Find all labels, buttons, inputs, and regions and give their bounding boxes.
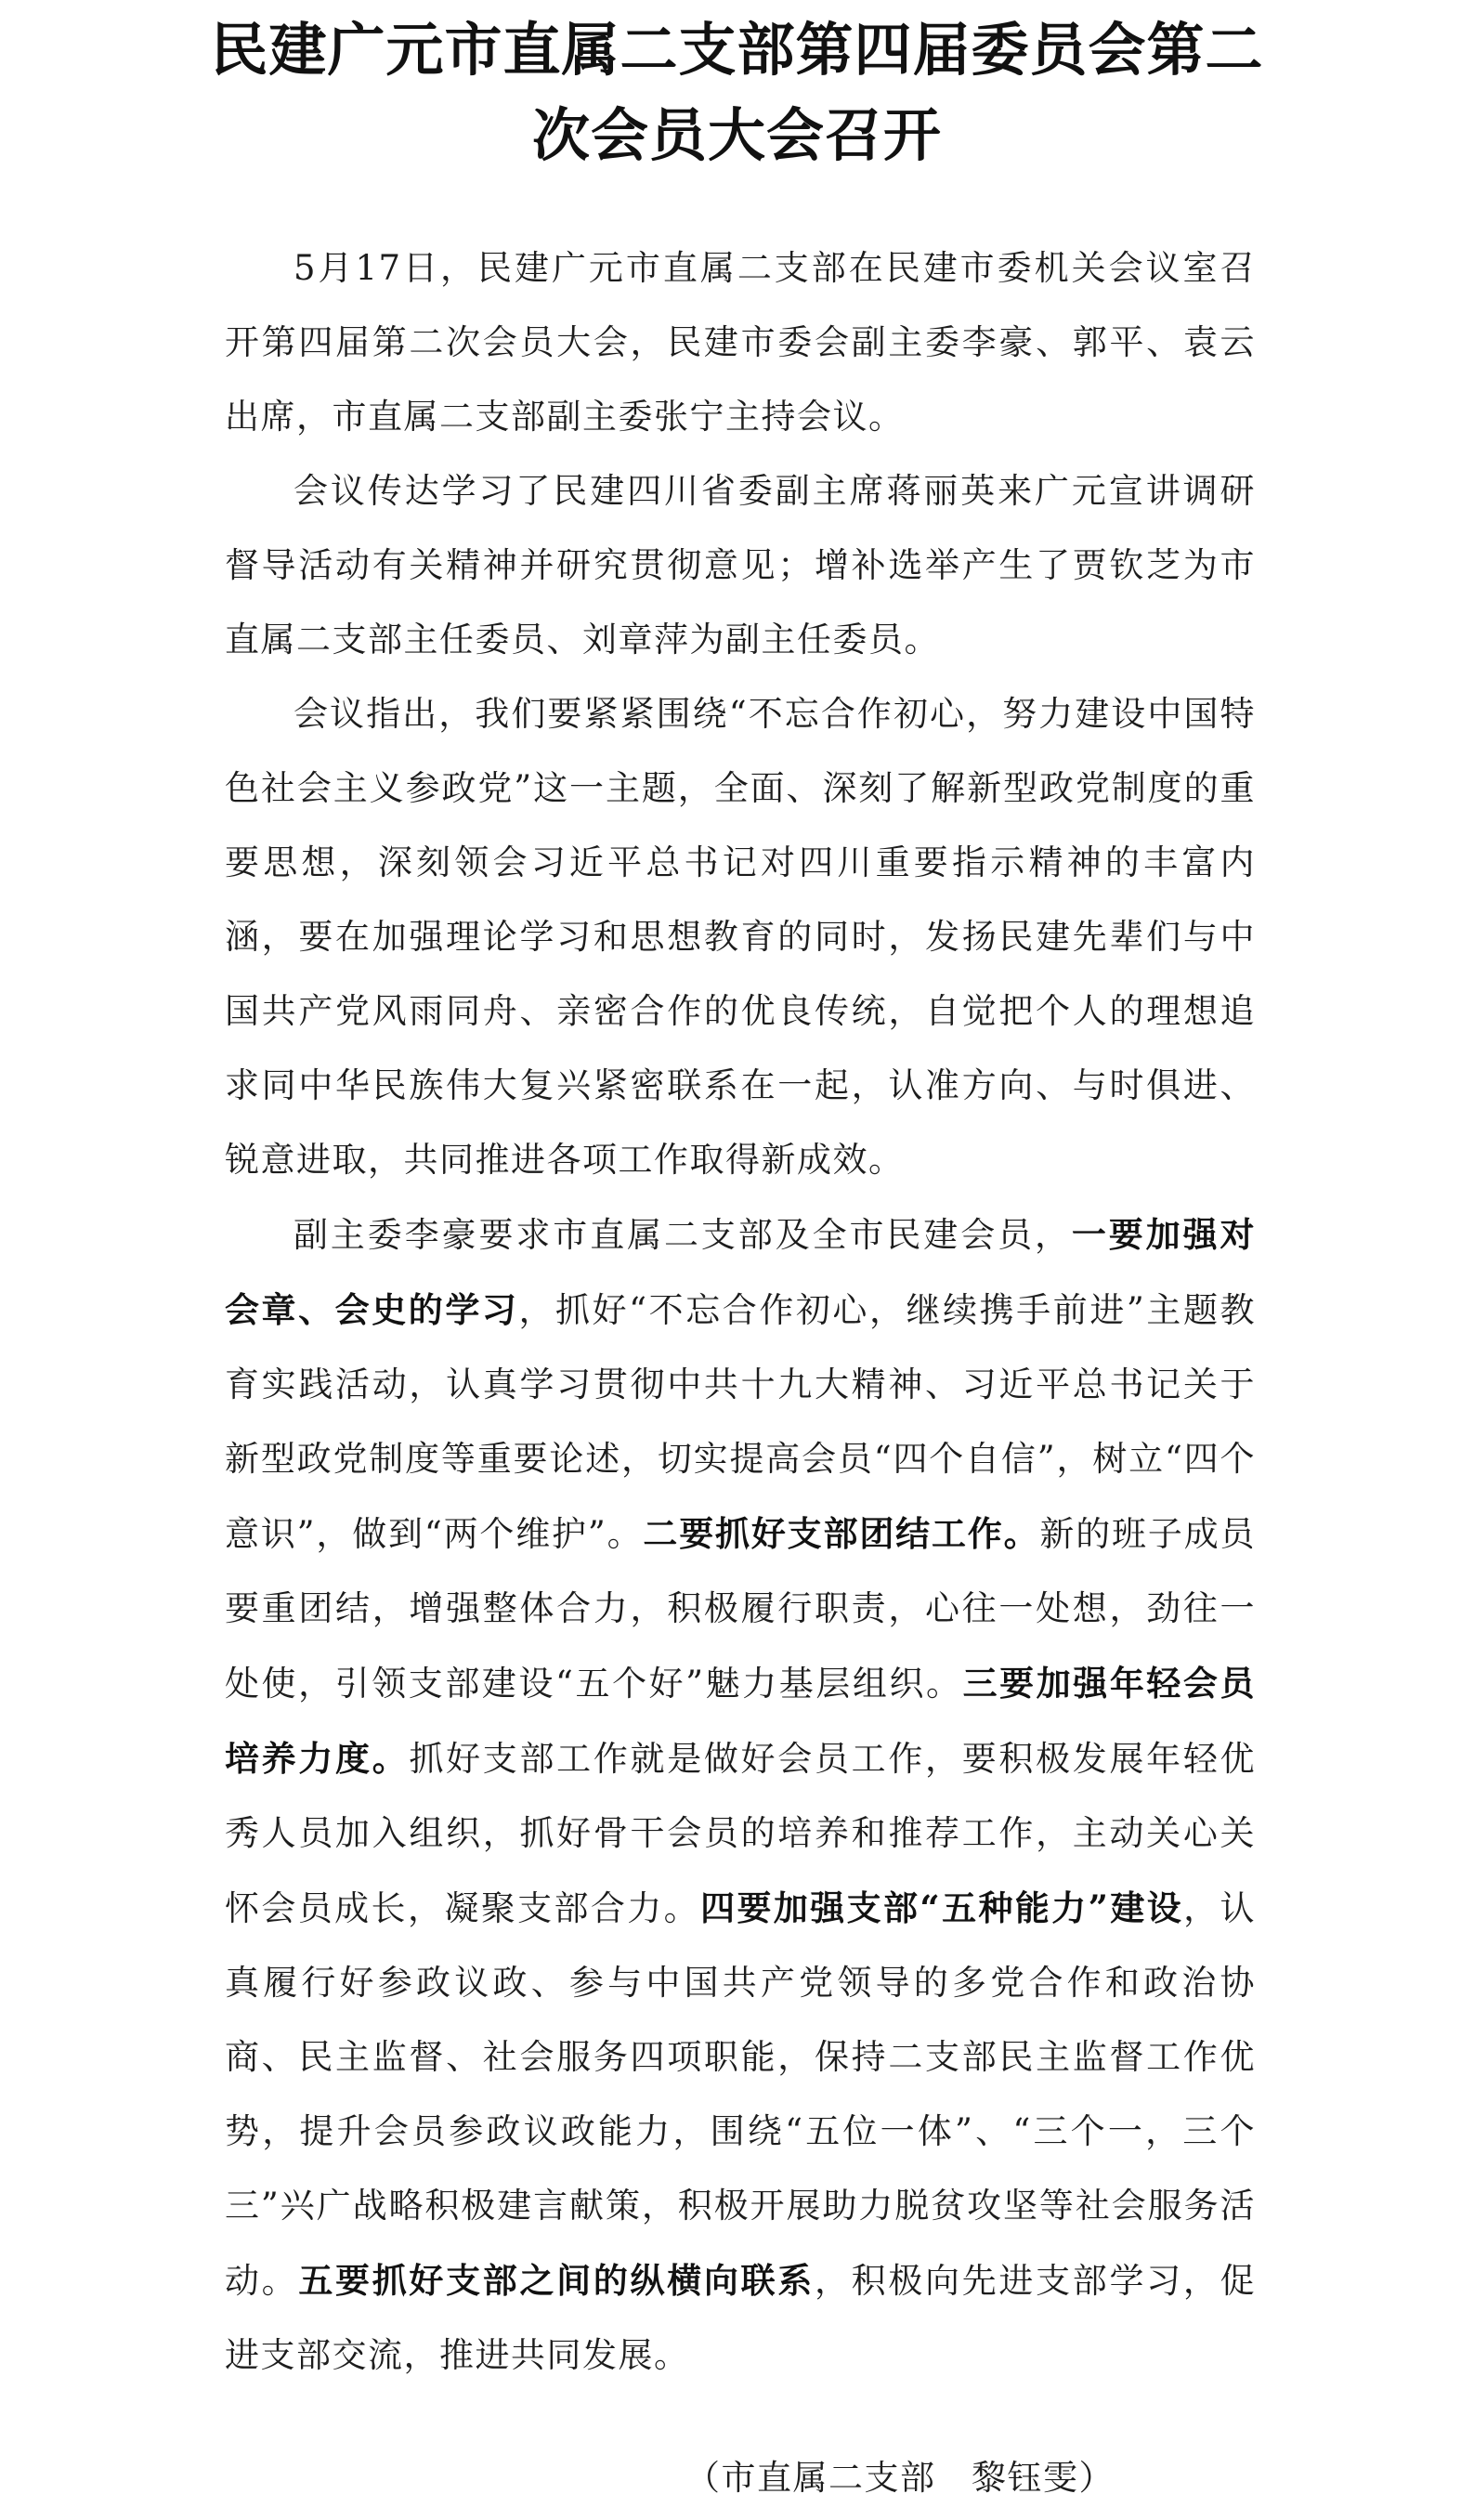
paragraph-election: 会议传达学习了民建四川省委副主席蒋丽英来广元宣讲调研督导活动有关精神并研究贯彻意见；增补选举产生了贾钦芝为市直属二支部主任委员、刘章萍为副主任委员。 <box>225 471 1256 659</box>
paragraph-meeting-points: 会议指出，我们要紧紧围绕“不忘合作初心，努力建设中国特色社会主义参政党”这一主题，全面、深刻了解新型政党制度的重要思想，深刻领会习近平总书记对四川重要指示精神的丰富内涵，要在加强理论学习和思想教育的同时，发扬民建先辈们与中国共产党风雨同舟、亲密合作的优良传统，自觉把个人的理想追求同中华民族伟大复兴紧密联系在一起，认准方向、与时俱进、锐意进取，共同推进各项工作取得新成效。 <box>225 694 1256 1180</box>
requirement-1-heading: 一要加强对会章、会史的学习 <box>225 1214 1257 1330</box>
article-title <box>186 7 1288 178</box>
paragraph-requirements <box>225 1197 1256 2393</box>
requirement-2-text: 新的班子成员要重团结，增强整体合力，积极履行职责，心往一处想，劲往一处使，引领支部建设“五个好”魅力基层组织。 <box>225 1514 1257 1704</box>
requirement-4-text: ，认真履行好参政议政、参与中国共产党领导的多党合作和政治协商、民主监督、社会服务四项职能，保持二支部民主监督工作优势，提升会员参政议政能力，围绕“五位一体”、“三个一，三个三”兴广战略积极建言献策，积极开展助力脱贫攻坚等社会服务活动。 <box>225 1888 1256 2301</box>
article-title-line-2: 次会员大会召开 <box>531 101 942 169</box>
requirements-intro: 副主委李豪要求市直属二支部及全市民建会员， <box>293 1215 1072 1255</box>
author-byline: （市直属二支部 黎钰雯） <box>685 2458 1115 2498</box>
requirement-2-heading: 二要抓好支部团结工作。 <box>643 1513 1040 1554</box>
article-title-line-1: 民建广元市直属二支部第四届委员会第二 <box>210 16 1264 84</box>
requirement-3-heading: 三要加强年轻会员培养力度。 <box>225 1663 1256 1779</box>
paragraph-meeting-intro: 5月17日，民建广元市直属二支部在民建市委机关会议室召开第四届第二次会员大会，民建市委会副主委李豪、郭平、袁云出席，市直属二支部副主委张宁主持会议。 <box>225 248 1256 437</box>
requirement-3-text: 抓好支部工作就是做好会员工作，要积极发展年轻优秀人员加入组织，抓好骨干会员的培养和推荐工作，主动关心关怀会员成长，凝聚支部合力。 <box>225 1739 1257 1928</box>
requirement-5-text: ，积极向先进支部学习，促进支部交流，推进共同发展。 <box>225 2261 1257 2375</box>
requirement-1-text: ，抓好“不忘合作初心，继续携手前进”主题教育实践活动，认真学习贯彻中共十九大精神、习近平总书记关于新型政党制度等重要论述，切实提高会员“四个自信”，树立“四个意识”，做到“两个维护”。 <box>225 1290 1256 1554</box>
article-body <box>225 231 1256 2393</box>
requirement-5-heading: 五要抓好支部之间的纵横向联系 <box>298 2260 815 2301</box>
requirement-4-heading: 四要加强支部“五种能力”建设 <box>700 1887 1184 1928</box>
